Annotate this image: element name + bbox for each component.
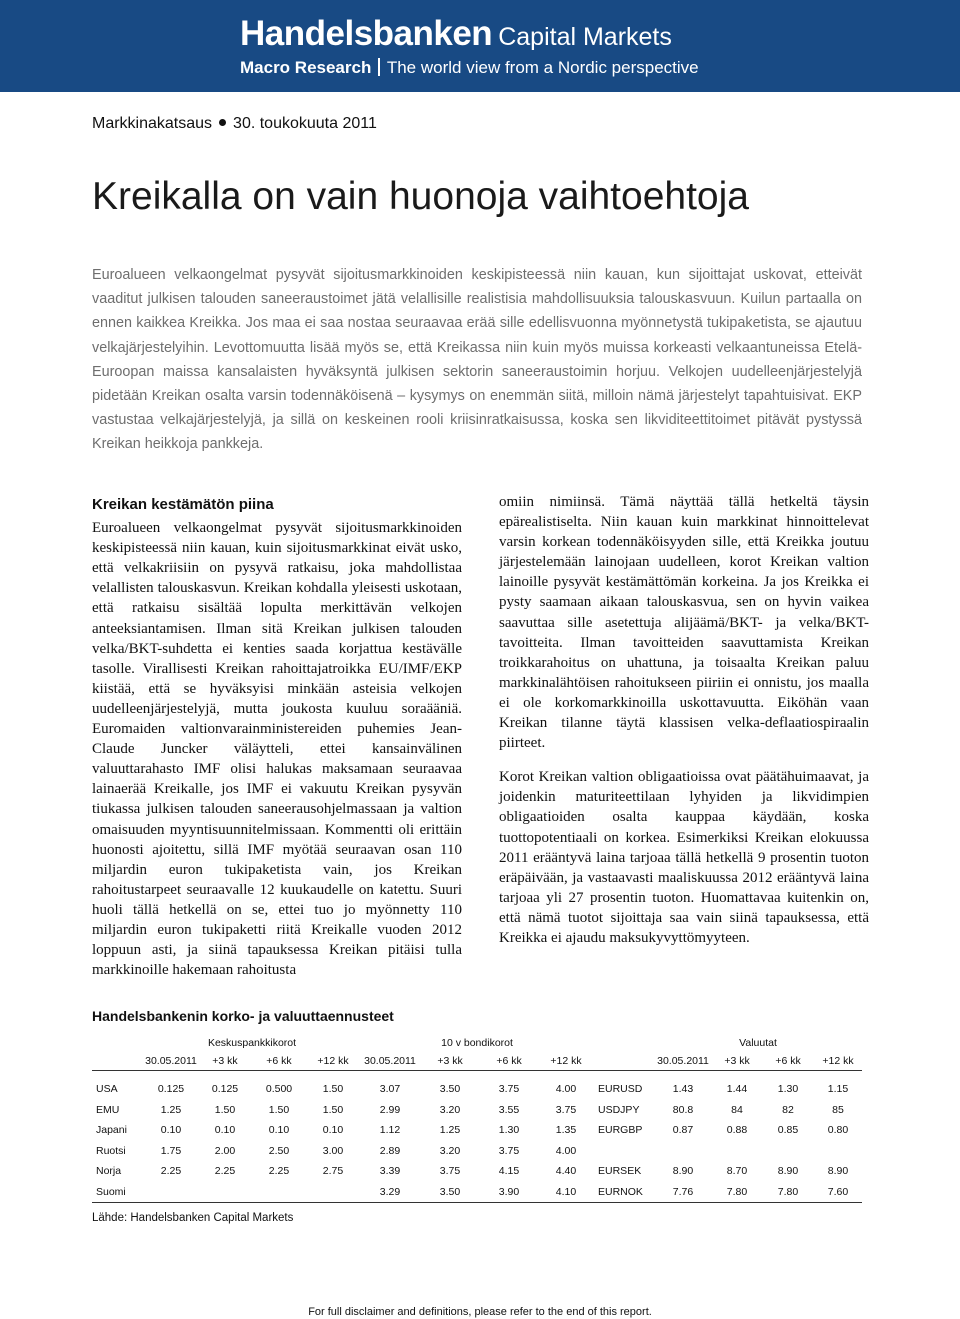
cell: 3.39	[379, 1165, 401, 1178]
tagline-unit: Macro Research	[240, 58, 372, 77]
cell: 3.90	[480, 1182, 538, 1203]
report-section: Markkinakatsaus	[92, 115, 213, 132]
cell: 0.88	[726, 1124, 748, 1137]
row-country: EMU	[96, 1103, 120, 1116]
group-currencies: Valuutat	[739, 1037, 777, 1049]
disclaimer-footer: For full disclaimer and definitions, please refer to the end of this report.	[308, 1306, 652, 1318]
tagline-divider	[378, 58, 380, 76]
forecast-table	[92, 1035, 862, 1203]
row-country: Norja	[96, 1165, 122, 1178]
table-title: Handelsbankenin korko- ja valuuttaennusteet	[92, 1008, 394, 1024]
cell: 1.30	[777, 1083, 799, 1096]
cell: 3.75	[498, 1083, 520, 1096]
cell: 7.60	[814, 1182, 862, 1203]
cell: 1.15	[827, 1083, 849, 1096]
article-paragraph: Korot Kreikan valtion obligaatioissa ovat päätähuimaavat, ja joidenkin maturiteettilaan lyhyiden ja likvidimpien obligaatioiden osalta kauppaa käydään, koska tuottopotentiaali on korkea. Esimerkiksi Kreikan elokuussa 2011 erääntyvä laina tarjoaa tällä hetkellä 9 prosentin tuoton eräpäivään, ja vastaavasti maaliskuussa 2012 erääntyvä laina tarjoaa yli 27 prosentin tuoton. Huomattavaa kuitenkin on, että nämä tuotot sijoittaja saa vain siinä tapauksessa, että Kreikka ei ajaudu maksukyvyttömyyteen.	[499, 769, 869, 946]
cell: 1.25	[439, 1124, 461, 1137]
cell: 3.20	[439, 1103, 461, 1116]
cell: 4.10	[538, 1182, 594, 1203]
cell: 1.50	[322, 1083, 344, 1096]
row-currency-pair: USDJPY	[598, 1103, 640, 1116]
cell: 0.10	[322, 1124, 344, 1137]
report-date-line	[92, 115, 377, 133]
cell: 2.99	[379, 1103, 401, 1116]
cell: 3.75	[439, 1165, 461, 1178]
cell: 0.500	[265, 1083, 293, 1096]
brand-name: Handelsbanken	[240, 14, 493, 53]
cell	[712, 1141, 762, 1162]
cell: 0.87	[672, 1124, 694, 1137]
row-currency-pair: EURUSD	[598, 1083, 643, 1096]
page-title: Kreikalla on vain huonoja vaihtoehtoja	[92, 175, 749, 218]
table-row	[92, 1141, 862, 1162]
article-paragraph: omiin nimiinsä. Tämä näyttää tällä hetkeltä täysin epärealistiselta. Niin kauan kuin markkinat hinnoittelevat varsin korkean todennäköisyyden sille, että Kreikka joutuu järjestelemään lainojaan uudelleen, korot Kreikan valtion lainoille pysyvät kestämättömän korkeina. Ja jos Kreikka ei pysty saamaan aikaan talouskasvua, sen on hyvin vaikea saavuttaa sille asetettuja alijäämä/BKT- ja velka/BKT-tavoitteita. Ilman tavoitteiden saavuttamista Kreikan troikkarahoitus on uhattuna, ja toisaalta Kreikan paluu markkinalähtöisen rahoitukseen piiriin ei onnistu, jos maalla ei ole korkomarkkinoilla uskottavuutta. Eiköhän vaan Kreikan tilanne täytä klassisen velka-deflaatiospiraalin piirteet.	[499, 494, 869, 752]
cell: 1.50	[322, 1103, 344, 1116]
cell: 3.50	[420, 1182, 480, 1203]
row-country: Suomi	[92, 1182, 144, 1203]
cell: 3.50	[439, 1083, 461, 1096]
article-column-right	[499, 492, 869, 948]
column-header: +3 kk	[420, 1051, 480, 1071]
group-policy-rates: Keskuspankkikorot	[207, 1037, 297, 1049]
cell: 0.10	[214, 1124, 236, 1137]
cell: 1.25	[160, 1103, 182, 1116]
table-row	[92, 1161, 862, 1182]
cell: 4.00	[555, 1083, 577, 1096]
cell	[814, 1141, 862, 1162]
cell: 3.29	[360, 1182, 420, 1203]
cell: 8.90	[827, 1165, 849, 1178]
cell: 2.25	[214, 1165, 236, 1178]
row-currency-pair: EURGBP	[598, 1124, 643, 1137]
column-header: 30.05.2011	[144, 1051, 198, 1071]
row-currency-pair: EURNOK	[594, 1182, 654, 1203]
table-header-row	[92, 1051, 862, 1071]
header-banner	[0, 0, 960, 92]
report-date: 30. toukokuuta 2011	[233, 115, 377, 132]
cell: 84	[731, 1103, 743, 1116]
cell: 8.90	[777, 1165, 799, 1178]
cell	[252, 1182, 306, 1203]
cell: 1.12	[379, 1124, 401, 1137]
brand-division: Capital Markets	[498, 23, 672, 51]
lead-paragraph: Euroalueen velkaongelmat pysyvät sijoitusmarkkinoiden keskipisteessä niin kauan, kun sijoittajat uskovat, etteivät vaaditut julkisen talouden saneeraustoimet jätä velallisille realistisia mahdollisuuksia talouskasvuun. Kuilun partaalla on ennen kaikkea Kreikka. Jos maa ei saa nostaa seuraavaa erää sille edellisvuonna myönnetystä tukipaketista, se ajautuu velkajärjestelyihin. Levottomuutta lisää myös se, että Kreikassa niin kuin myös muissa korkeasti velkaantuneissa Etelä-Euroopan maissa kansalaisten hyväksyntä julkisen sektorin saneeraustoimin horjuu. Velkojen uudelleenjärjestelyjä pidetään Kreikan osalta varsin todennäköisenä – kysymys on enemmän siitä, milloin nämä järjestelyt tapahtuisivat. EKP vastustaa velkajärjestelyjä, ja sillä on keskeinen rooli kriisinratkaisussa, koska sen likviditeettitoimet pitävät pystyssä Kreikan heikkoja pankkeja.	[92, 267, 862, 453]
article-heading: Kreikan kestämätön piina	[92, 496, 274, 513]
cell: 3.00	[322, 1144, 344, 1157]
article-column-left	[92, 495, 462, 980]
cell: 8.70	[726, 1165, 748, 1178]
cell	[654, 1141, 712, 1162]
table-row	[92, 1100, 862, 1121]
cell: 4.40	[555, 1165, 577, 1178]
table-row	[92, 1182, 862, 1203]
cell: 1.35	[555, 1124, 577, 1137]
cell: 0.10	[160, 1124, 182, 1137]
cell: 80.8	[672, 1103, 694, 1116]
cell	[306, 1182, 360, 1203]
cell	[144, 1182, 198, 1203]
table-row	[92, 1120, 862, 1141]
article-paragraph: Euroalueen velkaongelmat pysyvät sijoitusmarkkinoiden keskipisteessä niin kauan, kuin sijoitusmarkkinat eivät usko, että velkakriisiin on pysyvä ratkaisu, joka mahdollistaa velallisten talouskasvun. Kreikan kohdalla yleisesti uskotaan, että ratkaisu sisältää lopulta merkittävän velkojen anteeksiantamisen. Ilman sitä Kreikan julkisen talouden velka/BKT-suhdetta ei kenties saada korjattua kestävälle tasolle. Virallisesti Kreikan rahoittajatroikka EU/IMF/EKP kiistää, että se hyväksyisi minkään asteisia velkojen uudelleenjärjestelyjä, mutta joukosta kuuluu soraääniä. Euromaiden valtionvarainministereiden puhemies Jean-Claude Juncker väläytteli, ettei kansainvälinen valuuttarahasto IMF olisi halukas maksamaan seuraavaa lainaerää Kreikalle, jos IMF ei vakuutu Kreikan pysyvän tiukassa julkisen talouden saneerausohjelmassaan ja valtion omaisuuden myyntisuunnitelmissaan. Kommentti oli erittäin huonosti ajoitettu, sillä IMF myötää seuraavan osan 110 miljardin euron tukipaketista vain, jos Kreikan rahoitustarpeet seuraavalle 12 kuukaudelle on katettu. Suuri huoli tällä hetkellä on se, ettei tuo jo myönnetty 110 miljardin euron tukipaketti riitä Kreikalle vuoden 2012 loppuun asti, ja siinä tapauksessa Kreikan pitäisi tulla markkinoille hakemaan rahoitusta	[92, 520, 462, 979]
column-header: +12 kk	[538, 1051, 594, 1071]
column-header: 30.05.2011	[654, 1051, 712, 1071]
cell	[762, 1141, 814, 1162]
column-header: +6 kk	[252, 1051, 306, 1071]
cell: 0.85	[777, 1124, 799, 1137]
cell: 1.30	[498, 1124, 520, 1137]
column-header: +12 kk	[306, 1051, 360, 1071]
cell: 1.50	[214, 1103, 236, 1116]
cell: 7.76	[654, 1182, 712, 1203]
row-country: Japani	[96, 1124, 127, 1137]
cell: 3.75	[555, 1103, 577, 1116]
cell: 2.75	[322, 1165, 344, 1178]
cell: 3.55	[498, 1103, 520, 1116]
cell: 3.75	[498, 1144, 520, 1157]
cell: 0.125	[211, 1083, 239, 1096]
cell: 82	[782, 1103, 794, 1116]
cell: 1.43	[672, 1083, 694, 1096]
cell: 8.90	[672, 1165, 694, 1178]
bullet-icon	[219, 119, 226, 126]
table-row	[92, 1079, 862, 1100]
cell: 1.50	[268, 1103, 290, 1116]
table-group-header-row	[92, 1035, 862, 1051]
cell	[198, 1182, 252, 1203]
tagline	[240, 58, 699, 78]
cell: 4.00	[555, 1144, 577, 1157]
cell: 1.44	[726, 1083, 748, 1096]
column-header: +3 kk	[712, 1051, 762, 1071]
column-header: +6 kk	[762, 1051, 814, 1071]
column-header: 30.05.2011	[360, 1051, 420, 1071]
row-currency-pair: EURSEK	[598, 1165, 642, 1178]
cell: 0.10	[268, 1124, 290, 1137]
cell: 7.80	[762, 1182, 814, 1203]
row-country: Ruotsi	[96, 1144, 126, 1157]
cell: 85	[832, 1103, 844, 1116]
cell: 3.07	[379, 1083, 401, 1096]
table-source: Lähde: Handelsbanken Capital Markets	[92, 1212, 294, 1224]
cell: 2.89	[379, 1144, 401, 1157]
cell: 2.00	[214, 1144, 236, 1157]
brand-logo	[240, 14, 672, 54]
cell: 4.15	[498, 1165, 520, 1178]
cell: 3.20	[439, 1144, 461, 1157]
row-country: USA	[96, 1083, 118, 1096]
group-bond-yields: 10 v bondikorot	[441, 1037, 513, 1049]
cell: 7.80	[712, 1182, 762, 1203]
cell: 0.125	[157, 1083, 185, 1096]
tagline-slogan: The world view from a Nordic perspective	[386, 58, 699, 77]
cell: 2.50	[268, 1144, 290, 1157]
row-currency-pair	[594, 1141, 654, 1162]
column-header: +12 kk	[814, 1051, 862, 1071]
cell: 2.25	[160, 1165, 182, 1178]
cell: 1.75	[160, 1144, 182, 1157]
column-header: +3 kk	[198, 1051, 252, 1071]
column-header: +6 kk	[480, 1051, 538, 1071]
cell: 2.25	[268, 1165, 290, 1178]
cell: 0.80	[827, 1124, 849, 1137]
